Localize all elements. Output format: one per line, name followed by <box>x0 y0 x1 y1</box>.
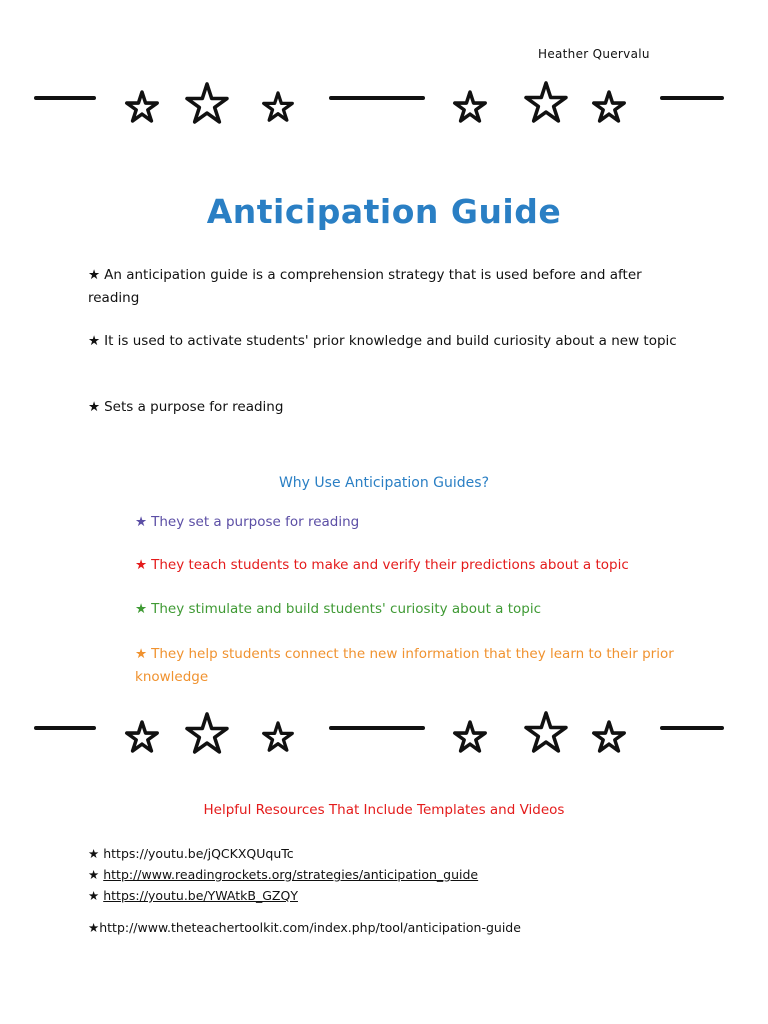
why-heading: Why Use Anticipation Guides? <box>278 475 490 491</box>
resource-item <box>88 843 478 864</box>
star-icon <box>187 714 227 752</box>
star-icon <box>526 713 566 751</box>
why-item-1: ★ They set a purpose for reading <box>135 514 360 530</box>
star-icon <box>127 722 157 751</box>
star-bullet-icon: ★ <box>135 557 148 573</box>
resources-heading: Helpful Resources That Include Templates and Videos <box>203 802 565 818</box>
page-title: Anticipation Guide <box>206 192 562 231</box>
star-bullet-icon: ★ <box>88 867 100 882</box>
star-divider-bottom <box>0 710 768 770</box>
resource-item <box>88 885 478 906</box>
resource-link-4[interactable]: http://www.theteachertoolkit.com/index.php/tool/anticipation-guide <box>99 920 521 935</box>
star-icon <box>264 723 293 750</box>
why-item-2: ★ They teach students to make and verify their predictions about a topic <box>135 557 629 573</box>
resource-item <box>88 864 478 885</box>
star-divider-top <box>0 76 768 136</box>
star-icon <box>127 92 157 121</box>
resource-item-last <box>88 917 521 938</box>
resource-link-3[interactable]: https://youtu.be/YWAtkB_GZQY <box>103 888 298 903</box>
star-icon <box>187 84 227 122</box>
intro-point-3: ★ Sets a purpose for reading <box>88 399 284 415</box>
why-item-3: ★ They stimulate and build students' curiosity about a topic <box>135 601 542 617</box>
star-bullet-icon: ★ <box>88 846 100 861</box>
intro-point-2: ★ It is used to activate students' prior knowledge and build curiosity about a new topic <box>88 333 677 349</box>
star-icon <box>594 722 624 751</box>
star-bullet-icon: ★ <box>135 514 148 530</box>
why-item-4: ★ They help students connect the new information that they learn to their prior knowledge <box>135 646 674 685</box>
star-icon <box>526 83 566 121</box>
star-bullet-icon: ★ <box>88 888 100 903</box>
intro-point-1: ★ An anticipation guide is a comprehension strategy that is used before and after reading <box>88 267 642 306</box>
star-bullet-icon: ★ <box>135 646 148 662</box>
star-icon <box>455 92 485 121</box>
star-bullet-icon: ★ <box>88 920 100 935</box>
star-bullet-icon: ★ <box>88 399 101 415</box>
star-icon <box>455 722 485 751</box>
star-icon <box>594 92 624 121</box>
author-name: Heather Quervalu <box>538 47 650 61</box>
star-icon <box>264 93 293 120</box>
resource-list <box>88 843 478 906</box>
resource-link-1[interactable]: https://youtu.be/jQCKXQUquTc <box>103 846 294 861</box>
star-bullet-icon: ★ <box>88 333 101 349</box>
star-bullet-icon: ★ <box>135 601 148 617</box>
star-bullet-icon: ★ <box>88 267 101 283</box>
resource-link-2[interactable]: http://www.readingrockets.org/strategies/anticipation_guide <box>103 867 479 882</box>
